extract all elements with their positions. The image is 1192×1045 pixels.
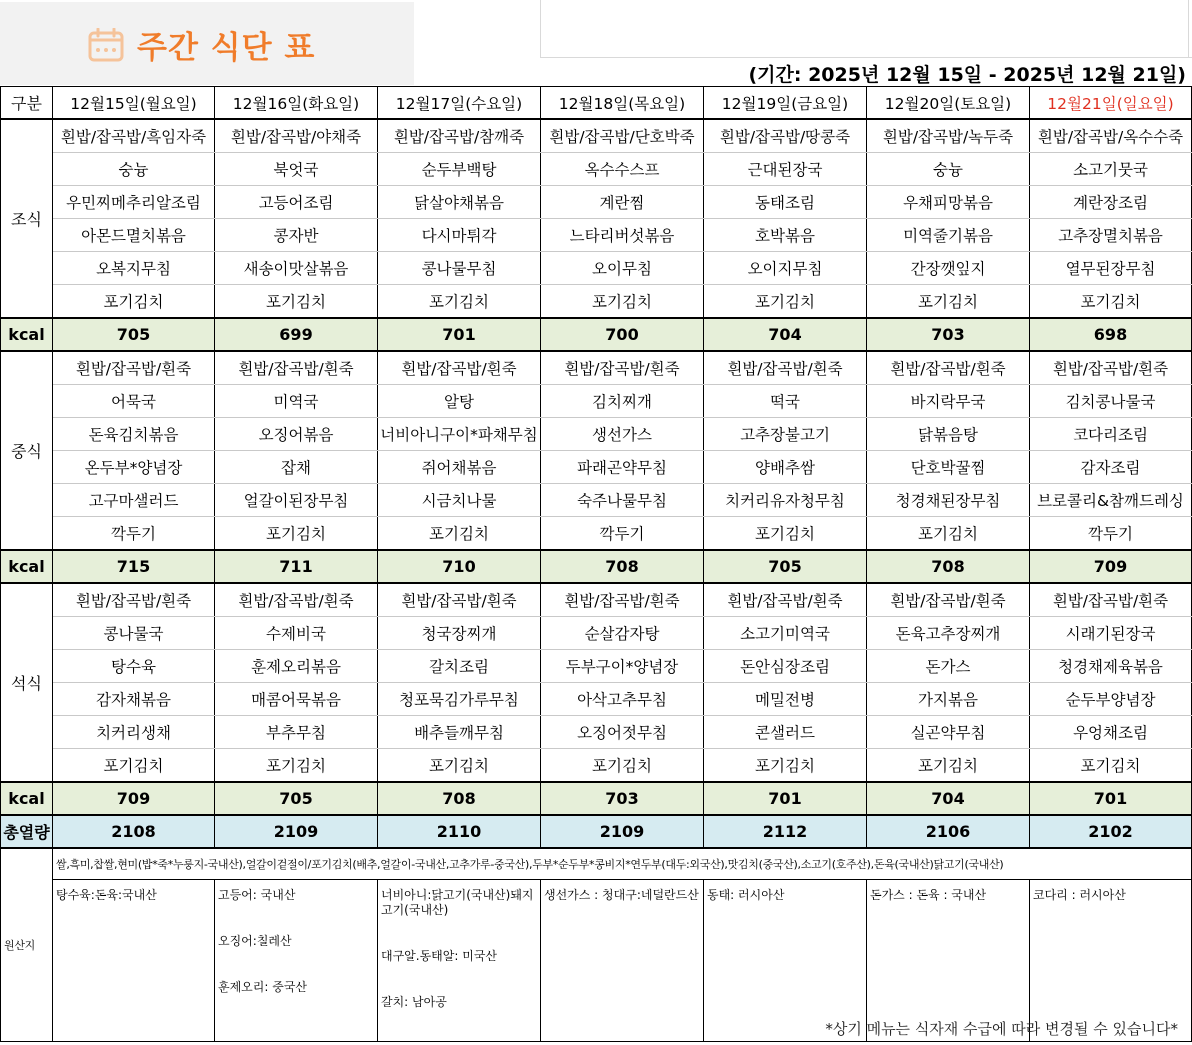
kcal-value: 701 bbox=[378, 318, 541, 351]
menu-table-body bbox=[1, 87, 1192, 1042]
menu-item: 양배추쌈 bbox=[704, 451, 867, 484]
menu-item: 탕수육 bbox=[53, 650, 215, 683]
menu-item: 단호박꿀찜 bbox=[867, 451, 1030, 484]
menu-item: 흰밥/잡곡밥/흰죽 bbox=[541, 583, 704, 617]
total-value: 2109 bbox=[541, 815, 704, 848]
menu-item: 포기김치 bbox=[867, 517, 1030, 551]
menu-item: 호박볶음 bbox=[704, 219, 867, 252]
origin-line: 고등어: 국내산 bbox=[218, 888, 296, 902]
menu-item: 간장깻잎지 bbox=[867, 252, 1030, 285]
kcal-label: kcal bbox=[1, 782, 53, 815]
menu-item: 다시마튀각 bbox=[378, 219, 541, 252]
menu-item: 열무된장무침 bbox=[1030, 252, 1192, 285]
menu-item: 느타리버섯볶음 bbox=[541, 219, 704, 252]
menu-item: 쥐어채볶음 bbox=[378, 451, 541, 484]
menu-row bbox=[1, 650, 1192, 683]
menu-row bbox=[1, 617, 1192, 650]
kcal-row bbox=[1, 550, 1192, 583]
menu-item: 흰밥/잡곡밥/흰죽 bbox=[215, 583, 378, 617]
kcal-value: 711 bbox=[215, 550, 378, 583]
total-label: 총열량 bbox=[1, 815, 53, 848]
kcal-value: 703 bbox=[867, 318, 1030, 351]
menu-item: 흰밥/잡곡밥/흰죽 bbox=[867, 351, 1030, 385]
menu-row bbox=[1, 285, 1192, 319]
menu-item: 포기김치 bbox=[378, 749, 541, 783]
menu-row bbox=[1, 749, 1192, 783]
menu-item: 우민찌메추리알조림 bbox=[53, 186, 215, 219]
header-row bbox=[1, 87, 1192, 120]
menu-row bbox=[1, 517, 1192, 551]
origin-line: 오징어:칠레산 bbox=[218, 934, 292, 948]
menu-item: 오복지무침 bbox=[53, 252, 215, 285]
kcal-value: 698 bbox=[1030, 318, 1192, 351]
menu-item: 숭늉 bbox=[867, 153, 1030, 186]
breakfast-label: 조식 bbox=[1, 119, 53, 318]
menu-item: 고구마샐러드 bbox=[53, 484, 215, 517]
menu-item: 오징어볶음 bbox=[215, 418, 378, 451]
total-value: 2102 bbox=[1030, 815, 1192, 848]
day-header: 12월19일(금요일) bbox=[704, 87, 867, 120]
menu-item: 포기김치 bbox=[215, 285, 378, 319]
menu-item: 훈제오리볶음 bbox=[215, 650, 378, 683]
menu-item: 매콤어묵볶음 bbox=[215, 683, 378, 716]
total-value: 2106 bbox=[867, 815, 1030, 848]
menu-row bbox=[1, 351, 1192, 385]
menu-item: 오이지무침 bbox=[704, 252, 867, 285]
menu-item: 닭볶음탕 bbox=[867, 418, 1030, 451]
kcal-value: 709 bbox=[1030, 550, 1192, 583]
origin-label: 원산지 bbox=[1, 848, 53, 1042]
menu-item: 돈안심장조림 bbox=[704, 650, 867, 683]
menu-item: 바지락무국 bbox=[867, 385, 1030, 418]
menu-item: 흰밥/잡곡밥/단호박죽 bbox=[541, 119, 704, 153]
kcal-value: 705 bbox=[704, 550, 867, 583]
origin-line: 훈제오리: 중국산 bbox=[218, 980, 308, 994]
menu-item: 아삭고추무침 bbox=[541, 683, 704, 716]
divider bbox=[540, 0, 541, 57]
menu-item: 깍두기 bbox=[1030, 517, 1192, 551]
menu-item: 포기김치 bbox=[704, 517, 867, 551]
menu-item: 포기김치 bbox=[867, 285, 1030, 319]
menu-item: 우엉채조림 bbox=[1030, 716, 1192, 749]
kcal-value: 708 bbox=[541, 550, 704, 583]
menu-row bbox=[1, 252, 1192, 285]
day-header: 12월17일(수요일) bbox=[378, 87, 541, 120]
menu-item: 오징어젓무침 bbox=[541, 716, 704, 749]
menu-item: 포기김치 bbox=[541, 749, 704, 783]
menu-item: 부추무침 bbox=[215, 716, 378, 749]
menu-item: 생선가스 bbox=[541, 418, 704, 451]
menu-item: 흰밥/잡곡밥/흰죽 bbox=[378, 583, 541, 617]
total-value: 2108 bbox=[53, 815, 215, 848]
menu-item: 포기김치 bbox=[1030, 749, 1192, 783]
kcal-value: 703 bbox=[541, 782, 704, 815]
menu-item: 콘샐러드 bbox=[704, 716, 867, 749]
origin-line: 동태: 러시아산 bbox=[707, 888, 785, 902]
menu-item: 치커리유자청무침 bbox=[704, 484, 867, 517]
day-header: 12월18일(목요일) bbox=[541, 87, 704, 120]
menu-item: 흰밥/잡곡밥/참깨죽 bbox=[378, 119, 541, 153]
menu-item: 알탕 bbox=[378, 385, 541, 418]
kcal-value: 704 bbox=[867, 782, 1030, 815]
menu-item: 흰밥/잡곡밥/흰죽 bbox=[53, 351, 215, 385]
kcal-value: 705 bbox=[215, 782, 378, 815]
menu-item: 파래곤약무침 bbox=[541, 451, 704, 484]
menu-item: 온두부*양념장 bbox=[53, 451, 215, 484]
divider bbox=[1188, 0, 1189, 57]
kcal-value: 705 bbox=[53, 318, 215, 351]
menu-item: 소고기뭇국 bbox=[1030, 153, 1192, 186]
menu-item: 고추장멸치볶음 bbox=[1030, 219, 1192, 252]
menu-item: 오이무침 bbox=[541, 252, 704, 285]
menu-item: 돈가스 bbox=[867, 650, 1030, 683]
total-value: 2109 bbox=[215, 815, 378, 848]
menu-item: 흰밥/잡곡밥/옥수수죽 bbox=[1030, 119, 1192, 153]
origin-main-text: 쌀,흑미,찹쌀,현미(밥*죽*누룽지-국내산),얼갈이겉절이/포기김치(배추,얼갈이-국내산,고추가루-중국산),두부*순두부*콩비지*연두부(대두:외국산),맛김치(중국산),소고기(호주산),돈육(국내산)닭고기(국내산) bbox=[53, 848, 1192, 880]
menu-table bbox=[0, 86, 1192, 1042]
menu-item: 가지볶음 bbox=[867, 683, 1030, 716]
menu-row bbox=[1, 484, 1192, 517]
menu-item: 청포묵김가루무침 bbox=[378, 683, 541, 716]
menu-item: 동태조림 bbox=[704, 186, 867, 219]
menu-item: 깍두기 bbox=[541, 517, 704, 551]
menu-item: 흰밥/잡곡밥/흰죽 bbox=[704, 351, 867, 385]
category-header: 구분 bbox=[1, 87, 53, 120]
menu-item: 아몬드멸치볶음 bbox=[53, 219, 215, 252]
origin-line: 생선가스 : 청대구:네덜란드산 bbox=[544, 888, 699, 902]
kcal-value: 704 bbox=[704, 318, 867, 351]
origin-line: 탕수육:돈육:국내산 bbox=[56, 888, 157, 902]
menu-row bbox=[1, 683, 1192, 716]
menu-row bbox=[1, 385, 1192, 418]
kcal-label: kcal bbox=[1, 550, 53, 583]
menu-item: 돈육고추장찌개 bbox=[867, 617, 1030, 650]
menu-item: 청국장찌개 bbox=[378, 617, 541, 650]
menu-item: 포기김치 bbox=[215, 749, 378, 783]
menu-item: 새송이맛살볶음 bbox=[215, 252, 378, 285]
menu-item: 청경채제육볶음 bbox=[1030, 650, 1192, 683]
menu-item: 북엇국 bbox=[215, 153, 378, 186]
footnote: *상기 메뉴는 식자재 수급에 따라 변경될 수 있습니다* bbox=[825, 1020, 1178, 1038]
menu-item: 브로콜리&참깨드레싱 bbox=[1030, 484, 1192, 517]
menu-item: 포기김치 bbox=[53, 749, 215, 783]
menu-item: 계란찜 bbox=[541, 186, 704, 219]
menu-item: 배추들깨무침 bbox=[378, 716, 541, 749]
origin-row bbox=[1, 848, 1192, 880]
kcal-value: 709 bbox=[53, 782, 215, 815]
day-header: 12월20일(토요일) bbox=[867, 87, 1030, 120]
menu-item: 고등어조림 bbox=[215, 186, 378, 219]
menu-item: 우채피망볶음 bbox=[867, 186, 1030, 219]
menu-item: 포기김치 bbox=[378, 285, 541, 319]
menu-item: 고추장불고기 bbox=[704, 418, 867, 451]
menu-item: 계란장조림 bbox=[1030, 186, 1192, 219]
dinner-label: 석식 bbox=[1, 583, 53, 782]
menu-item: 포기김치 bbox=[704, 285, 867, 319]
menu-item: 순두부양념장 bbox=[1030, 683, 1192, 716]
menu-item: 돈육김치볶음 bbox=[53, 418, 215, 451]
menu-item: 포기김치 bbox=[53, 285, 215, 319]
menu-item: 너비아니구이*파채무침 bbox=[378, 418, 541, 451]
origin-cell bbox=[378, 880, 541, 1042]
menu-item: 김치찌개 bbox=[541, 385, 704, 418]
menu-item: 얼갈이된장무침 bbox=[215, 484, 378, 517]
menu-row bbox=[1, 186, 1192, 219]
menu-item: 포기김치 bbox=[541, 285, 704, 319]
menu-item: 흰밥/잡곡밥/흰죽 bbox=[53, 583, 215, 617]
total-row bbox=[1, 815, 1192, 848]
menu-item: 순살감자탕 bbox=[541, 617, 704, 650]
menu-item: 감자채볶음 bbox=[53, 683, 215, 716]
period-text: (기간: 2025년 12월 15일 - 2025년 12월 21일) bbox=[748, 64, 1186, 86]
menu-item: 미역줄기볶음 bbox=[867, 219, 1030, 252]
origin-line: 코다리 : 러시아산 bbox=[1033, 888, 1126, 902]
day-header: 12월21일(일요일) bbox=[1030, 87, 1192, 120]
total-value: 2110 bbox=[378, 815, 541, 848]
menu-item: 흰밥/잡곡밥/흰죽 bbox=[215, 351, 378, 385]
menu-row bbox=[1, 451, 1192, 484]
menu-item: 떡국 bbox=[704, 385, 867, 418]
menu-item: 어묵국 bbox=[53, 385, 215, 418]
calendar-icon bbox=[88, 28, 124, 62]
menu-item: 흰밥/잡곡밥/흰죽 bbox=[704, 583, 867, 617]
menu-item: 시금치나물 bbox=[378, 484, 541, 517]
lunch-label: 중식 bbox=[1, 351, 53, 550]
kcal-value: 708 bbox=[867, 550, 1030, 583]
menu-row bbox=[1, 119, 1192, 153]
kcal-value: 701 bbox=[704, 782, 867, 815]
menu-item: 수제비국 bbox=[215, 617, 378, 650]
kcal-value: 708 bbox=[378, 782, 541, 815]
menu-item: 흰밥/잡곡밥/흰죽 bbox=[378, 351, 541, 385]
origin-cell bbox=[215, 880, 378, 1042]
menu-item: 흰밥/잡곡밥/야채죽 bbox=[215, 119, 378, 153]
menu-item: 숭늉 bbox=[53, 153, 215, 186]
menu-item: 흰밥/잡곡밥/흰죽 bbox=[867, 583, 1030, 617]
kcal-row bbox=[1, 318, 1192, 351]
menu-item: 감자조림 bbox=[1030, 451, 1192, 484]
kcal-value: 715 bbox=[53, 550, 215, 583]
kcal-value: 710 bbox=[378, 550, 541, 583]
page-title: 주간 식단 표 bbox=[137, 30, 316, 66]
menu-item: 숙주나물무침 bbox=[541, 484, 704, 517]
menu-item: 흰밥/잡곡밥/땅콩죽 bbox=[704, 119, 867, 153]
total-value: 2112 bbox=[704, 815, 867, 848]
kcal-value: 701 bbox=[1030, 782, 1192, 815]
menu-item: 포기김치 bbox=[378, 517, 541, 551]
day-header: 12월16일(화요일) bbox=[215, 87, 378, 120]
kcal-value: 700 bbox=[541, 318, 704, 351]
divider bbox=[540, 57, 1192, 58]
day-header: 12월15일(월요일) bbox=[53, 87, 215, 120]
menu-item: 콩나물국 bbox=[53, 617, 215, 650]
origin-cell bbox=[53, 880, 215, 1042]
origin-cell bbox=[541, 880, 704, 1042]
kcal-row bbox=[1, 782, 1192, 815]
menu-item: 콩자반 bbox=[215, 219, 378, 252]
menu-item: 근대된장국 bbox=[704, 153, 867, 186]
menu-item: 순두부백탕 bbox=[378, 153, 541, 186]
menu-row bbox=[1, 418, 1192, 451]
menu-item: 코다리조림 bbox=[1030, 418, 1192, 451]
menu-item: 치커리생채 bbox=[53, 716, 215, 749]
menu-item: 흰밥/잡곡밥/흑임자죽 bbox=[53, 119, 215, 153]
menu-item: 흰밥/잡곡밥/흰죽 bbox=[1030, 583, 1192, 617]
menu-item: 실곤약무침 bbox=[867, 716, 1030, 749]
menu-item: 흰밥/잡곡밥/흰죽 bbox=[541, 351, 704, 385]
menu-item: 두부구이*양념장 bbox=[541, 650, 704, 683]
menu-row bbox=[1, 716, 1192, 749]
title-banner bbox=[0, 2, 414, 85]
menu-row bbox=[1, 583, 1192, 617]
origin-line: 갈치: 남아공 bbox=[381, 995, 447, 1009]
menu-item: 시래기된장국 bbox=[1030, 617, 1192, 650]
menu-item: 메밀전병 bbox=[704, 683, 867, 716]
menu-item: 흰밥/잡곡밥/흰죽 bbox=[1030, 351, 1192, 385]
menu-item: 포기김치 bbox=[867, 749, 1030, 783]
origin-line: 너비아니:닭고기(국내산)돼지고기(국내산) bbox=[381, 888, 534, 917]
menu-row bbox=[1, 153, 1192, 186]
menu-item: 청경채된장무침 bbox=[867, 484, 1030, 517]
menu-item: 흰밥/잡곡밥/녹두죽 bbox=[867, 119, 1030, 153]
menu-item: 깍두기 bbox=[53, 517, 215, 551]
menu-item: 잡채 bbox=[215, 451, 378, 484]
origin-line: 돈가스 : 돈육 : 국내산 bbox=[870, 888, 987, 902]
origin-line: 대구알.동태알: 미국산 bbox=[381, 949, 498, 963]
menu-row bbox=[1, 219, 1192, 252]
menu-item: 옥수수스프 bbox=[541, 153, 704, 186]
menu-item: 포기김치 bbox=[1030, 285, 1192, 319]
menu-item: 포기김치 bbox=[704, 749, 867, 783]
menu-item: 콩나물무침 bbox=[378, 252, 541, 285]
menu-item: 미역국 bbox=[215, 385, 378, 418]
menu-item: 소고기미역국 bbox=[704, 617, 867, 650]
menu-item: 포기김치 bbox=[215, 517, 378, 551]
menu-item: 김치콩나물국 bbox=[1030, 385, 1192, 418]
menu-item: 갈치조림 bbox=[378, 650, 541, 683]
kcal-value: 699 bbox=[215, 318, 378, 351]
menu-item: 닭살야채볶음 bbox=[378, 186, 541, 219]
kcal-label: kcal bbox=[1, 318, 53, 351]
